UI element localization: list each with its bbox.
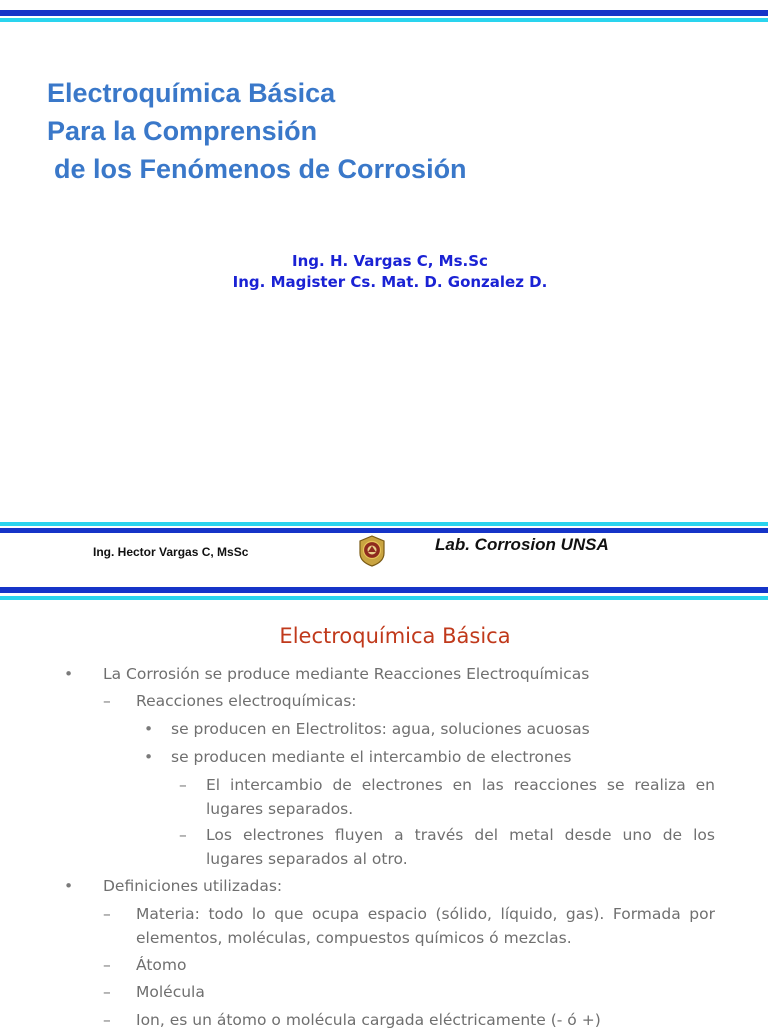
dash-marker: – bbox=[103, 983, 111, 1001]
footer-author: Ing. Hector Vargas C, MsSc bbox=[93, 545, 249, 559]
footer-lab: Lab. Corrosion UNSA bbox=[435, 535, 609, 554]
university-seal-icon bbox=[358, 535, 386, 567]
bullet-item: se producen mediante el intercambio de electrones bbox=[171, 748, 572, 766]
top-band-blue bbox=[0, 10, 768, 16]
bullet-marker: • bbox=[144, 720, 154, 738]
slide2-title: Electroquímica Básica bbox=[279, 624, 511, 648]
slide1-title-line-2: Para la Comprensión bbox=[47, 116, 318, 146]
dash-marker: – bbox=[103, 905, 111, 923]
bullet-item: se producen en Electrolitos: agua, soluciones acuosas bbox=[171, 720, 590, 738]
dash-marker: – bbox=[103, 956, 111, 974]
footer-band-blue bbox=[0, 528, 768, 533]
bullet-item: El intercambio de electrones en las reacciones se realiza en lugares separados. bbox=[206, 776, 715, 818]
top-band-cyan bbox=[0, 18, 768, 22]
dash-marker: – bbox=[179, 776, 187, 794]
bullet-marker: • bbox=[64, 665, 74, 683]
slide2-band-blue bbox=[0, 587, 768, 593]
bullet-item: Ion, es un átomo o molécula cargada eléctricamente (- ó +) bbox=[136, 1011, 601, 1029]
slide1-author-2: Ing. Magister Cs. Mat. D. Gonzalez D. bbox=[232, 273, 548, 291]
slide1-title-line-3: de los Fenómenos de Corrosión bbox=[54, 154, 467, 184]
bullet-item: Reacciones electroquímicas: bbox=[136, 692, 357, 710]
bullet-item: Definiciones utilizadas: bbox=[103, 877, 283, 895]
slide1-title-line-1: Electroquímica Básica bbox=[47, 78, 336, 108]
dash-marker: – bbox=[103, 692, 111, 710]
bullet-item: Átomo bbox=[136, 956, 187, 974]
dash-marker: – bbox=[179, 826, 187, 844]
bullet-marker: • bbox=[64, 877, 74, 895]
slide2-band-cyan bbox=[0, 596, 768, 600]
footer-band-cyan bbox=[0, 522, 768, 526]
bullet-item: Molécula bbox=[136, 983, 205, 1001]
bullet-item: Los electrones fluyen a través del metal desde uno de los lugares separados al otro. bbox=[206, 826, 715, 868]
bullet-marker: • bbox=[144, 748, 154, 766]
slide1-author-1: Ing. H. Vargas C, Ms.Sc bbox=[292, 252, 488, 270]
bullet-item: La Corrosión se produce mediante Reacciones Electroquímicas bbox=[103, 665, 590, 683]
bullet-item: Materia: todo lo que ocupa espacio (sólido, líquido, gas). Formada por elementos, moléculas, compuestos químicos ó mezclas. bbox=[136, 905, 715, 947]
dash-marker: – bbox=[103, 1011, 111, 1029]
